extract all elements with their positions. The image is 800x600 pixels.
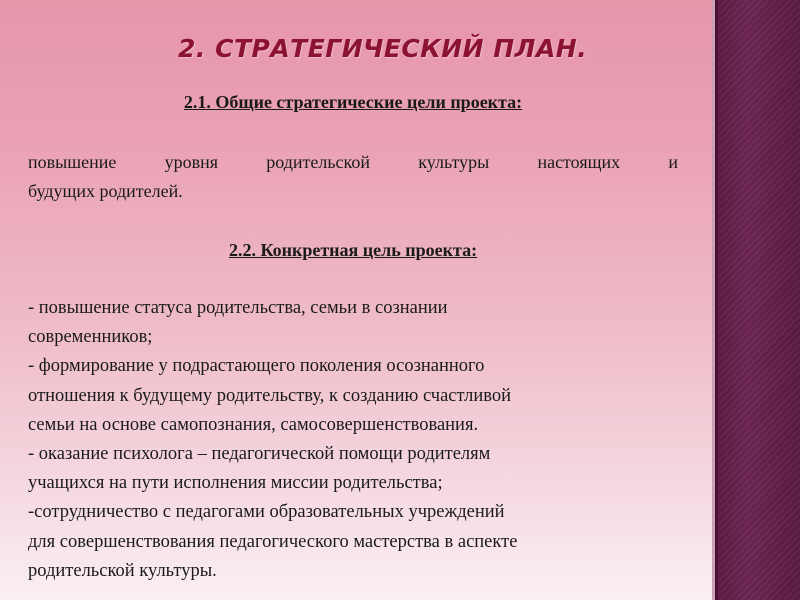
- list-item: - оказание психолога – педагогической помощи родителям: [28, 444, 491, 465]
- list-item: современников;: [28, 327, 153, 348]
- slide-title: 2. СТРАТЕГИЧЕСКИЙ ПЛАН.: [178, 34, 588, 63]
- section1-text-line-1: повышение уровня родительской культуры настоящих и: [28, 152, 678, 172]
- list-item: для совершенствования педагогического мастерства в аспекте: [28, 531, 518, 552]
- decorative-side-band: [712, 0, 800, 600]
- section1-heading: 2.1. Общие стратегические цели проекта:: [183, 92, 523, 112]
- section1-text: [28, 148, 678, 206]
- list-item: родительской культуры.: [28, 560, 217, 581]
- list-item: - повышение статуса родительства, семьи в сознании: [28, 298, 448, 318]
- section2-list: [28, 294, 693, 586]
- list-item: - формирование у подрастающего поколения осознанного: [28, 356, 485, 377]
- list-item: отношения к будущему родительству, к созданию счастливой: [28, 385, 512, 406]
- list-item: -сотрудничество с педагогами образовательных учреждений: [28, 502, 505, 523]
- section2-heading: 2.2. Конкретная цель проекта:: [228, 240, 478, 260]
- list-item: семьи на основе самопознания, самосовершенствования.: [28, 414, 479, 435]
- section1-text-line-2: будущих родителей.: [28, 181, 183, 201]
- list-item: учащихся на пути исполнения миссии родительства;: [28, 473, 443, 494]
